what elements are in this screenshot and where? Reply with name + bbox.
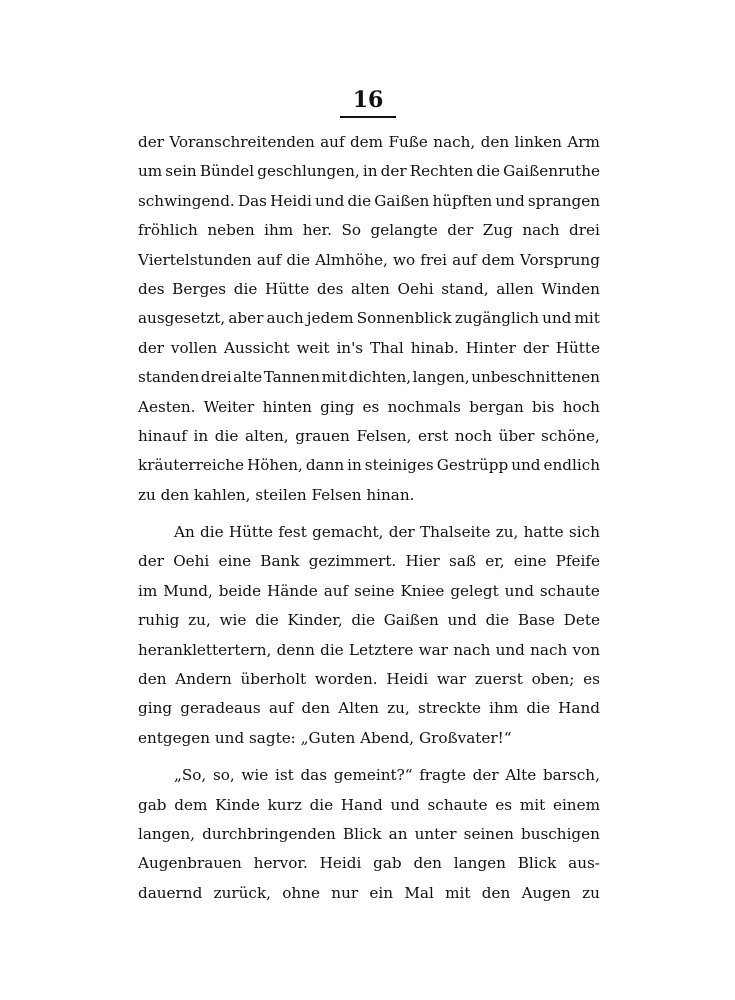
text-line: zu den kahlen, steilen Felsen hinan. — [138, 485, 415, 504]
page-number: 16 — [352, 87, 384, 113]
text-line: der Oehi eine Bank gezimmert. Hier saß er, eine Pfeife — [138, 552, 600, 571]
text-line: um sein Bündel geschlungen, in der Rechten die Gaißenruthe — [138, 162, 600, 181]
text-line: den Andern überholt worden. Heidi war zuerst oben; es — [138, 670, 600, 689]
paragraph-gap — [138, 510, 600, 518]
text-line: hinauf in die alten, grauen Felsen, erst noch über schöne, — [138, 426, 600, 445]
text-line: „So, so, wie ist das gemeint?“ fragte der Alte barsch, — [174, 766, 600, 785]
text-line: standen drei alte Tannen mit dichten, langen, unbeschnittenen — [138, 368, 600, 387]
text-line: Aesten. Weiter hinten ging es nochmals bergan bis hoch — [138, 397, 600, 416]
text-line: entgegen und sagte: „Guten Abend, Großvater!“ — [138, 728, 512, 747]
text-line: gab dem Kinde kurz die Hand und schaute es mit einem — [138, 795, 600, 814]
text-line: An die Hütte fest gemacht, der Thalseite zu, hatte sich — [174, 523, 600, 542]
text-line: kräuterreiche Höhen, dann in steiniges Gestrüpp und endlich — [138, 456, 600, 475]
text-line: ruhig zu, wie die Kinder, die Gaißen und die Base Dete — [138, 611, 600, 630]
text-line: ging geradeaus auf den Alten zu, streckte ihm die Hand — [138, 699, 600, 718]
text-line: der Voranschreitenden auf dem Fuße nach, den linken Arm — [138, 133, 600, 151]
text-line: fröhlich neben ihm her. So gelangte der Zug nach drei — [138, 221, 600, 240]
text-line: ausgesetzt, aber auch jedem Sonnenblick zugänglich und mit — [138, 309, 600, 328]
text-line: des Berges die Hütte des alten Oehi stand, allen Winden — [138, 279, 600, 298]
text-line: im Mund, beide Hände auf seine Kniee gelegt und schaute — [138, 581, 600, 600]
text-line: dauernd zurück, ohne nur ein Mal mit den Augen zu — [138, 883, 600, 902]
text-line: schwingend. Das Heidi und die Gaißen hüpften und sprangen — [138, 191, 600, 210]
text-line: Viertelstunden auf die Almhöhe, wo frei auf dem Vorsprung — [138, 250, 600, 269]
body-text — [138, 128, 600, 908]
page-number-rule — [340, 116, 396, 118]
text-line: der vollen Aussicht weit in's Thal hinab. Hinter der Hütte — [138, 338, 600, 357]
text-line: heranklettertern, denn die Letztere war nach und nach von — [138, 640, 600, 659]
text-line: langen, durchbringenden Blick an unter seinen buschigen — [138, 824, 600, 843]
text-line: Augenbrauen hervor. Heidi gab den langen Blick aus- — [138, 854, 600, 873]
paragraph-gap — [138, 753, 600, 761]
